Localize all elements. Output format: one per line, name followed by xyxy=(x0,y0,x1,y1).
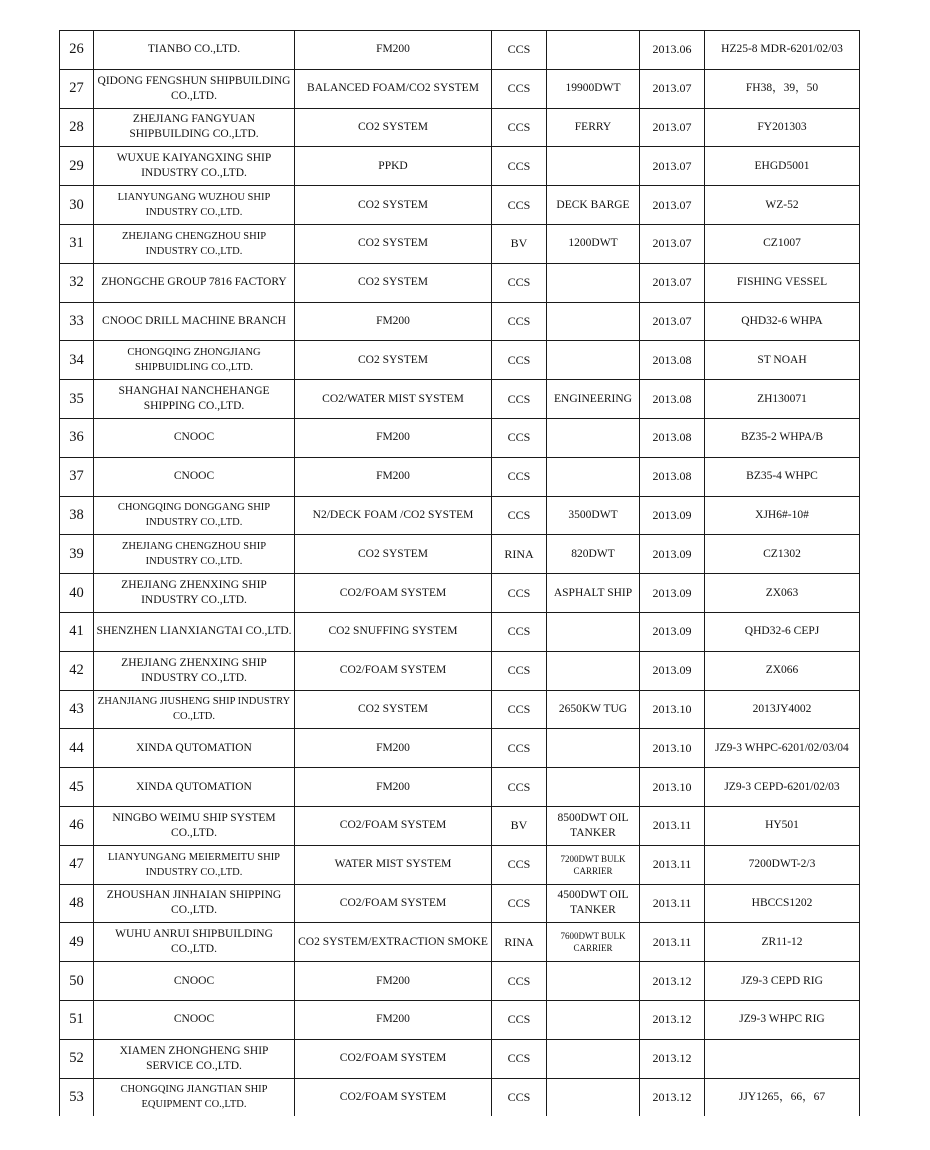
client-name: CHONGQING DONGGANG SHIP INDUSTRY CO.,LTD. xyxy=(94,496,295,535)
vessel-type xyxy=(547,263,640,302)
delivery-date: 2013.08 xyxy=(640,457,705,496)
delivery-date: 2013.09 xyxy=(640,496,705,535)
hull-number: HY501 xyxy=(705,806,860,845)
row-number: 40 xyxy=(60,574,94,613)
table-row xyxy=(60,1039,860,1078)
delivery-date: 2013.10 xyxy=(640,690,705,729)
row-number: 30 xyxy=(60,186,94,225)
table-row xyxy=(60,31,860,70)
system-type: N2/DECK FOAM /CO2 SYSTEM xyxy=(295,496,492,535)
vessel-type: FERRY xyxy=(547,108,640,147)
system-type: CO2 SYSTEM xyxy=(295,186,492,225)
class-society: CCS xyxy=(492,302,547,341)
hull-number: JJY1265，66，67 xyxy=(705,1078,860,1116)
client-name: ZHEJIANG CHENGZHOU SHIP INDUSTRY CO.,LTD. xyxy=(94,535,295,574)
delivery-date: 2013.06 xyxy=(640,31,705,70)
table-body xyxy=(60,31,860,1117)
hull-number: CZ1007 xyxy=(705,224,860,263)
client-name: QIDONG FENGSHUN SHIPBUILDING CO.,LTD. xyxy=(94,69,295,108)
table-row xyxy=(60,224,860,263)
delivery-date: 2013.09 xyxy=(640,574,705,613)
class-society: CCS xyxy=(492,651,547,690)
client-name: XINDA QUTOMATION xyxy=(94,768,295,807)
delivery-date: 2013.07 xyxy=(640,302,705,341)
hull-number: 2013JY4002 xyxy=(705,690,860,729)
vessel-type: 4500DWT OIL TANKER xyxy=(547,884,640,923)
table-row xyxy=(60,341,860,380)
client-name: WUXUE KAIYANGXING SHIP INDUSTRY CO.,LTD. xyxy=(94,147,295,186)
hull-number: JZ9-3 CEPD RIG xyxy=(705,962,860,1001)
system-type: FM200 xyxy=(295,418,492,457)
class-society: CCS xyxy=(492,962,547,1001)
row-number: 26 xyxy=(60,31,94,70)
system-type: FM200 xyxy=(295,302,492,341)
system-type: CO2/FOAM SYSTEM xyxy=(295,806,492,845)
table-row xyxy=(60,574,860,613)
class-society: CCS xyxy=(492,690,547,729)
class-society: RINA xyxy=(492,535,547,574)
class-society: BV xyxy=(492,224,547,263)
row-number: 52 xyxy=(60,1039,94,1078)
delivery-date: 2013.07 xyxy=(640,69,705,108)
class-society: CCS xyxy=(492,1078,547,1116)
table-row xyxy=(60,496,860,535)
hull-number: QHD32-6 WHPA xyxy=(705,302,860,341)
vessel-type: 19900DWT xyxy=(547,69,640,108)
client-name: CNOOC xyxy=(94,418,295,457)
vessel-type: 820DWT xyxy=(547,535,640,574)
delivery-date: 2013.09 xyxy=(640,612,705,651)
row-number: 44 xyxy=(60,729,94,768)
row-number: 31 xyxy=(60,224,94,263)
class-society: CCS xyxy=(492,1000,547,1039)
system-type: CO2 SNUFFING SYSTEM xyxy=(295,612,492,651)
vessel-type xyxy=(547,1078,640,1116)
class-society: CCS xyxy=(492,147,547,186)
row-number: 53 xyxy=(60,1078,94,1116)
row-number: 38 xyxy=(60,496,94,535)
hull-number xyxy=(705,1039,860,1078)
table-row xyxy=(60,651,860,690)
client-name: CNOOC xyxy=(94,1000,295,1039)
table-row xyxy=(60,884,860,923)
client-name: XIAMEN ZHONGHENG SHIP SERVICE CO.,LTD. xyxy=(94,1039,295,1078)
class-society: CCS xyxy=(492,457,547,496)
row-number: 39 xyxy=(60,535,94,574)
row-number: 35 xyxy=(60,380,94,419)
row-number: 37 xyxy=(60,457,94,496)
delivery-date: 2013.08 xyxy=(640,418,705,457)
client-name: CNOOC xyxy=(94,457,295,496)
client-name: ZHEJIANG ZHENXING SHIP INDUSTRY CO.,LTD. xyxy=(94,651,295,690)
hull-number: FH38，39，50 xyxy=(705,69,860,108)
class-society: CCS xyxy=(492,768,547,807)
table-row xyxy=(60,845,860,884)
table-row xyxy=(60,108,860,147)
client-name: SHENZHEN LIANXIANGTAI CO.,LTD. xyxy=(94,612,295,651)
table-row xyxy=(60,147,860,186)
delivery-date: 2013.09 xyxy=(640,535,705,574)
table-row xyxy=(60,962,860,1001)
vessel-type: 8500DWT OIL TANKER xyxy=(547,806,640,845)
system-type: CO2/FOAM SYSTEM xyxy=(295,884,492,923)
hull-number: ZH130071 xyxy=(705,380,860,419)
table-row xyxy=(60,380,860,419)
client-name: ZHEJIANG FANGYUAN SHIPBUILDING CO.,LTD. xyxy=(94,108,295,147)
system-type: FM200 xyxy=(295,457,492,496)
client-name: ZHONGCHE GROUP 7816 FACTORY xyxy=(94,263,295,302)
hull-number: QHD32-6 CEPJ xyxy=(705,612,860,651)
class-society: CCS xyxy=(492,845,547,884)
vessel-type xyxy=(547,651,640,690)
table-row xyxy=(60,690,860,729)
hull-number: HBCCS1202 xyxy=(705,884,860,923)
delivery-date: 2013.07 xyxy=(640,263,705,302)
delivery-date: 2013.10 xyxy=(640,729,705,768)
table-row xyxy=(60,1000,860,1039)
client-name: NINGBO WEIMU SHIP SYSTEM CO.,LTD. xyxy=(94,806,295,845)
delivery-date: 2013.09 xyxy=(640,651,705,690)
vessel-type: ENGINEERING xyxy=(547,380,640,419)
row-number: 27 xyxy=(60,69,94,108)
table-row xyxy=(60,923,860,962)
system-type: CO2 SYSTEM xyxy=(295,341,492,380)
class-society: BV xyxy=(492,806,547,845)
row-number: 34 xyxy=(60,341,94,380)
hull-number: JZ9-3 WHPC RIG xyxy=(705,1000,860,1039)
hull-number: BZ35-2 WHPA/B xyxy=(705,418,860,457)
vessel-type xyxy=(547,302,640,341)
delivery-date: 2013.11 xyxy=(640,845,705,884)
delivery-date: 2013.07 xyxy=(640,224,705,263)
hull-number: CZ1302 xyxy=(705,535,860,574)
class-society: CCS xyxy=(492,418,547,457)
class-society: CCS xyxy=(492,729,547,768)
vessel-type: 7200DWT BULK CARRIER xyxy=(547,845,640,884)
system-type: CO2 SYSTEM xyxy=(295,108,492,147)
vessel-type: ASPHALT SHIP xyxy=(547,574,640,613)
hull-number: ST NOAH xyxy=(705,341,860,380)
vessel-type xyxy=(547,729,640,768)
vessel-type: 3500DWT xyxy=(547,496,640,535)
delivery-date: 2013.11 xyxy=(640,884,705,923)
class-society: CCS xyxy=(492,108,547,147)
hull-number: XJH6#-10# xyxy=(705,496,860,535)
system-type: CO2/FOAM SYSTEM xyxy=(295,1078,492,1116)
row-number: 51 xyxy=(60,1000,94,1039)
vessel-type xyxy=(547,612,640,651)
class-society: CCS xyxy=(492,380,547,419)
delivery-date: 2013.12 xyxy=(640,962,705,1001)
hull-number: ZR11-12 xyxy=(705,923,860,962)
delivery-date: 2013.08 xyxy=(640,341,705,380)
class-society: CCS xyxy=(492,496,547,535)
hull-number: HZ25-8 MDR-6201/02/03 xyxy=(705,31,860,70)
hull-number: WZ-52 xyxy=(705,186,860,225)
client-name: CHONGQING JIANGTIAN SHIP EQUIPMENT CO.,LTD. xyxy=(94,1078,295,1116)
system-type: BALANCED FOAM/CO2 SYSTEM xyxy=(295,69,492,108)
client-name: LIANYUNGANG MEIERMEITU SHIP INDUSTRY CO.,LTD. xyxy=(94,845,295,884)
client-name: ZHOUSHAN JINHAIAN SHIPPING CO.,LTD. xyxy=(94,884,295,923)
row-number: 36 xyxy=(60,418,94,457)
system-type: CO2/FOAM SYSTEM xyxy=(295,574,492,613)
table-row xyxy=(60,729,860,768)
system-type: FM200 xyxy=(295,768,492,807)
delivery-date: 2013.11 xyxy=(640,806,705,845)
system-type: FM200 xyxy=(295,31,492,70)
table-row xyxy=(60,69,860,108)
vessel-type xyxy=(547,962,640,1001)
system-type: CO2/FOAM SYSTEM xyxy=(295,651,492,690)
class-society: CCS xyxy=(492,574,547,613)
client-name: CNOOC xyxy=(94,962,295,1001)
class-society: CCS xyxy=(492,1039,547,1078)
row-number: 41 xyxy=(60,612,94,651)
table-row xyxy=(60,768,860,807)
system-type: CO2 SYSTEM xyxy=(295,535,492,574)
table-row xyxy=(60,806,860,845)
delivery-date: 2013.12 xyxy=(640,1078,705,1116)
row-number: 42 xyxy=(60,651,94,690)
hull-number: FY201303 xyxy=(705,108,860,147)
client-name: XINDA QUTOMATION xyxy=(94,729,295,768)
row-number: 50 xyxy=(60,962,94,1001)
delivery-date: 2013.07 xyxy=(640,186,705,225)
system-type: CO2/WATER MIST SYSTEM xyxy=(295,380,492,419)
vessel-type xyxy=(547,457,640,496)
hull-number: BZ35-4 WHPC xyxy=(705,457,860,496)
table-row xyxy=(60,418,860,457)
client-name: TIANBO CO.,LTD. xyxy=(94,31,295,70)
client-name: WUHU ANRUI SHIPBUILDING CO.,LTD. xyxy=(94,923,295,962)
class-society: CCS xyxy=(492,31,547,70)
vessel-type xyxy=(547,1039,640,1078)
vessel-type: 1200DWT xyxy=(547,224,640,263)
class-society: CCS xyxy=(492,69,547,108)
vessel-type xyxy=(547,147,640,186)
system-type: PPKD xyxy=(295,147,492,186)
vessel-type: 2650KW TUG xyxy=(547,690,640,729)
table-row xyxy=(60,612,860,651)
table-row xyxy=(60,535,860,574)
hull-number: FISHING VESSEL xyxy=(705,263,860,302)
reference-list-table xyxy=(59,30,860,1116)
table-row xyxy=(60,186,860,225)
vessel-type xyxy=(547,768,640,807)
class-society: CCS xyxy=(492,612,547,651)
class-society: RINA xyxy=(492,923,547,962)
row-number: 47 xyxy=(60,845,94,884)
class-society: CCS xyxy=(492,186,547,225)
table-row xyxy=(60,263,860,302)
hull-number: ZX063 xyxy=(705,574,860,613)
row-number: 43 xyxy=(60,690,94,729)
system-type: FM200 xyxy=(295,1000,492,1039)
system-type: CO2 SYSTEM/EXTRACTION SMOKE xyxy=(295,923,492,962)
client-name: LIANYUNGANG WUZHOU SHIP INDUSTRY CO.,LTD. xyxy=(94,186,295,225)
hull-number: JZ9-3 WHPC-6201/02/03/04 xyxy=(705,729,860,768)
vessel-type xyxy=(547,341,640,380)
class-society: CCS xyxy=(492,341,547,380)
system-type: CO2/FOAM SYSTEM xyxy=(295,1039,492,1078)
client-name: ZHEJIANG ZHENXING SHIP INDUSTRY CO.,LTD. xyxy=(94,574,295,613)
row-number: 49 xyxy=(60,923,94,962)
row-number: 46 xyxy=(60,806,94,845)
delivery-date: 2013.12 xyxy=(640,1000,705,1039)
hull-number: 7200DWT-2/3 xyxy=(705,845,860,884)
row-number: 45 xyxy=(60,768,94,807)
delivery-date: 2013.07 xyxy=(640,108,705,147)
client-name: ZHANJIANG JIUSHENG SHIP INDUSTRY CO.,LTD. xyxy=(94,690,295,729)
client-name: CHONGQING ZHONGJIANG SHIPBUIDLING CO.,LTD. xyxy=(94,341,295,380)
row-number: 28 xyxy=(60,108,94,147)
row-number: 33 xyxy=(60,302,94,341)
row-number: 48 xyxy=(60,884,94,923)
system-type: FM200 xyxy=(295,729,492,768)
system-type: CO2 SYSTEM xyxy=(295,224,492,263)
system-type: CO2 SYSTEM xyxy=(295,690,492,729)
hull-number: ZX066 xyxy=(705,651,860,690)
client-name: SHANGHAI NANCHEHANGE SHIPPING CO.,LTD. xyxy=(94,380,295,419)
vessel-type xyxy=(547,31,640,70)
delivery-date: 2013.07 xyxy=(640,147,705,186)
client-name: ZHEJIANG CHENGZHOU SHIP INDUSTRY CO.,LTD. xyxy=(94,224,295,263)
vessel-type: DECK BARGE xyxy=(547,186,640,225)
vessel-type xyxy=(547,418,640,457)
hull-number: JZ9-3 CEPD-6201/02/03 xyxy=(705,768,860,807)
delivery-date: 2013.08 xyxy=(640,380,705,419)
table-row xyxy=(60,1078,860,1116)
hull-number: EHGD5001 xyxy=(705,147,860,186)
vessel-type xyxy=(547,1000,640,1039)
client-name: CNOOC DRILL MACHINE BRANCH xyxy=(94,302,295,341)
delivery-date: 2013.11 xyxy=(640,923,705,962)
system-type: WATER MIST SYSTEM xyxy=(295,845,492,884)
delivery-date: 2013.10 xyxy=(640,768,705,807)
delivery-date: 2013.12 xyxy=(640,1039,705,1078)
table-row xyxy=(60,457,860,496)
system-type: CO2 SYSTEM xyxy=(295,263,492,302)
table-row xyxy=(60,302,860,341)
vessel-type: 7600DWT BULK CARRIER xyxy=(547,923,640,962)
class-society: CCS xyxy=(492,263,547,302)
row-number: 29 xyxy=(60,147,94,186)
row-number: 32 xyxy=(60,263,94,302)
class-society: CCS xyxy=(492,884,547,923)
system-type: FM200 xyxy=(295,962,492,1001)
